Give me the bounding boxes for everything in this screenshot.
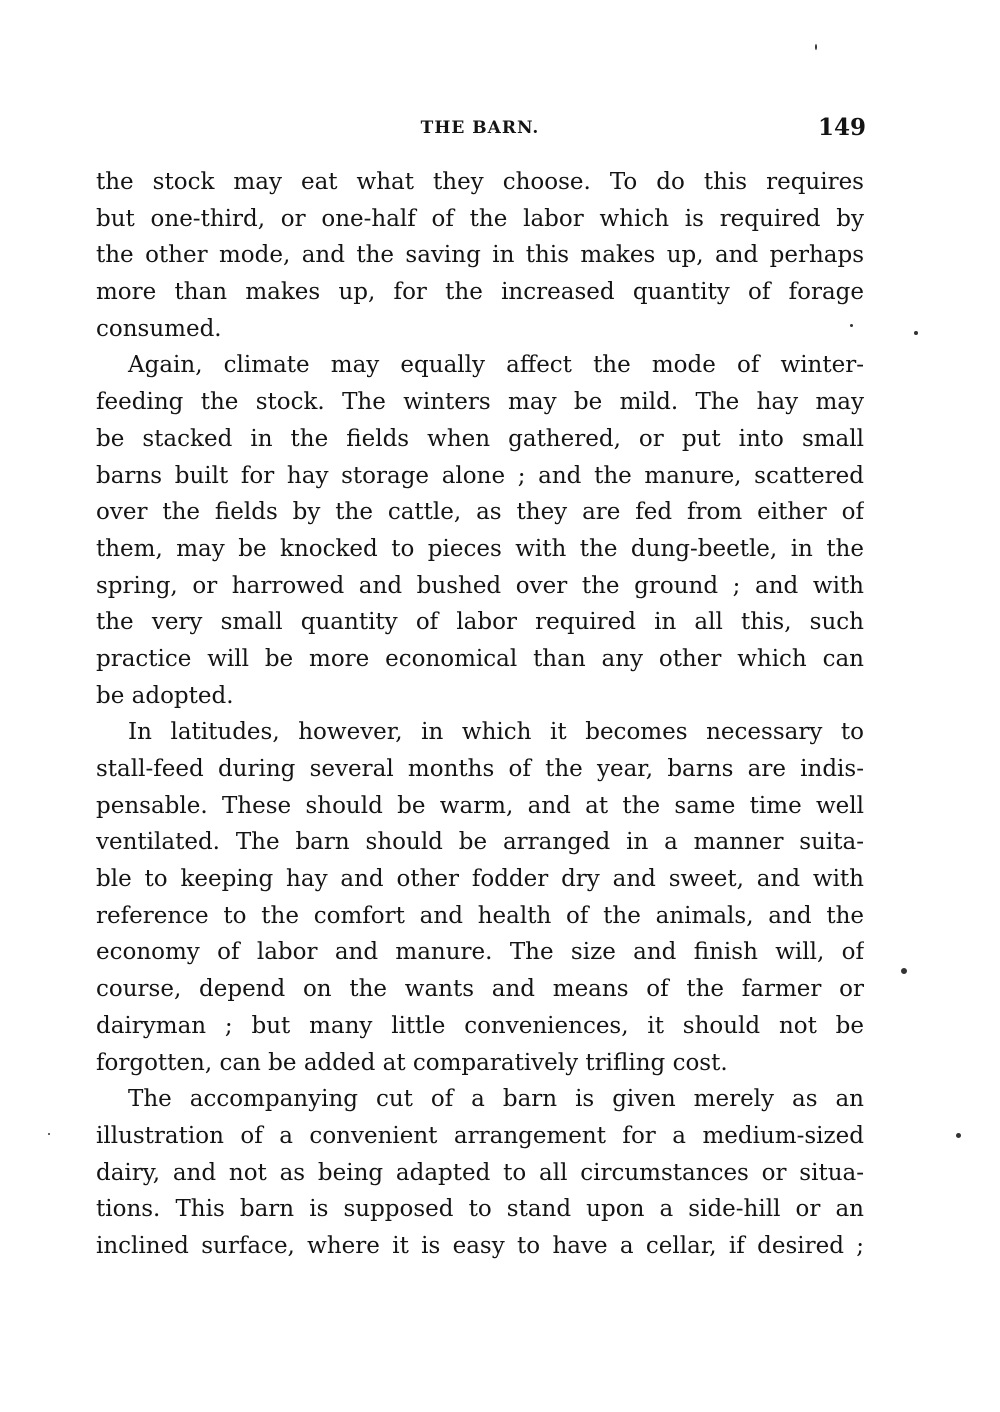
scan-speck: [850, 324, 853, 327]
text-line: ventilated. The barn should be arranged in a manner suita-: [96, 829, 864, 856]
text-line: economy of labor and manure. The size and finish will, of: [96, 939, 864, 966]
text-line: be adopted.: [96, 682, 234, 709]
text-line: illustration of a convenient arrangement for a medium-sized: [96, 1122, 864, 1149]
text-line: them, may be knocked to pieces with the dung-beetle, in the: [96, 535, 864, 562]
scan-speck: [956, 1133, 961, 1138]
text-line: dairyman ; but many little conveniences, it should not be: [96, 1012, 864, 1039]
text-line: over the fields by the cattle, as they are fed from either of: [96, 499, 864, 526]
text-line: consumed.: [96, 315, 222, 342]
text-line: barns built for hay storage alone ; and the manure, scattered: [96, 462, 864, 489]
text-line: stall-feed during several months of the year, barns are indis-: [96, 756, 864, 782]
text-line: In latitudes, however, in which it becomes necessary to: [128, 719, 864, 746]
scan-speck: [914, 331, 918, 335]
text-line: spring, or harrowed and bushed over the ground ; and with: [96, 572, 864, 599]
body-text: [96, 164, 864, 1265]
text-line: be stacked in the fields when gathered, or put into small: [96, 425, 864, 452]
text-line: course, depend on the wants and means of the farmer or: [96, 976, 864, 1003]
text-line: reference to the comfort and health of the animals, and the: [96, 902, 864, 929]
text-line: practice will be more economical than any other which can: [96, 645, 864, 672]
text-line: Again, climate may equally affect the mode of winter-: [128, 352, 864, 379]
scan-speck: [48, 1133, 50, 1135]
scan-speck: [901, 968, 907, 974]
scan-speck: [815, 44, 817, 50]
text-line: feeding the stock. The winters may be mild. The hay may: [96, 389, 864, 416]
text-line: inclined surface, where it is easy to have a cellar, if desired ;: [96, 1232, 864, 1259]
text-line: the very small quantity of labor required in all this, such: [96, 609, 864, 636]
text-line: forgotten, can be added at comparatively trifling cost.: [96, 1049, 728, 1076]
text-line: The accompanying cut of a barn is given merely as an: [128, 1086, 864, 1113]
text-line: ble to keeping hay and other fodder dry and sweet, and with: [96, 866, 864, 893]
text-line: the other mode, and the saving in this makes up, and perhaps: [96, 242, 864, 269]
text-line: dairy, and not as being adapted to all circumstances or situa-: [96, 1159, 864, 1186]
text-line: pensable. These should be warm, and at the same time well: [96, 792, 864, 819]
page-number: 149: [817, 114, 866, 141]
running-title: THE BARN.: [420, 118, 540, 138]
text-line: but one-third, or one-half of the labor which is required by: [96, 205, 864, 232]
text-line: tions. This barn is supposed to stand upon a side-hill or an: [96, 1196, 864, 1223]
text-line: more than makes up, for the increased quantity of forage: [96, 279, 864, 306]
running-head: [96, 116, 864, 146]
text-line: the stock may eat what they choose. To do this requires: [96, 169, 864, 195]
